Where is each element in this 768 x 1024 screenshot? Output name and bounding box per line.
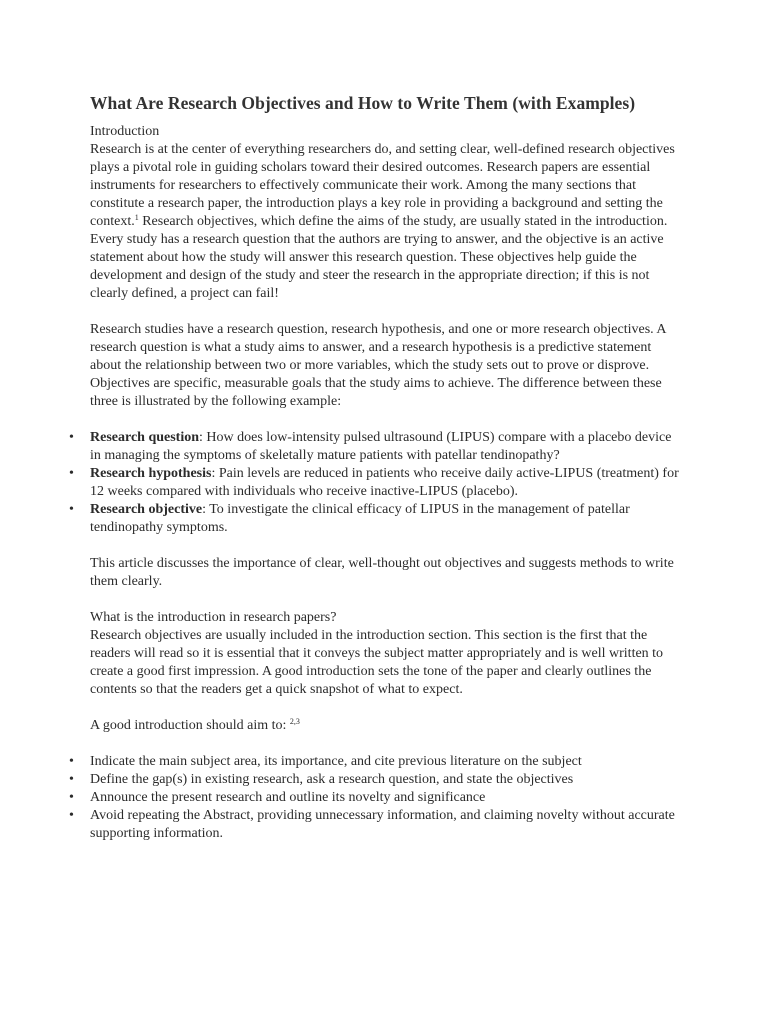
section2-paragraph-1: Research objectives are usually included in the introduction section. This section is the first that the readers will read so it is essential that it conveys the subject matter appropriately and is well written to create a good first impression. A good introduction sets the tone of the paper and clearly outlines the contents so that the readers get a quick snapshot of what to expect. xyxy=(90,628,664,697)
intro-paragraph-1 xyxy=(90,141,680,303)
example-term: Research hypothesis xyxy=(90,466,212,481)
list-item xyxy=(90,429,680,465)
example-text: : Pain levels are reduced in patients who receive daily active-LIPUS (treatment) for 12 weeks compared with individuals who receive inactive-LIPUS (placebo). xyxy=(90,466,679,499)
list-item: • Define the gap(s) in existing research, ask a research question, and state the objectives xyxy=(90,771,680,789)
list-item: • Indicate the main subject area, its importance, and cite previous literature on the subject xyxy=(90,753,680,771)
aims-list xyxy=(90,753,680,843)
example-text: : To investigate the clinical efficacy of LIPUS in the management of patellar tendinopathy symptoms. xyxy=(90,502,630,535)
article-title: What Are Research Objectives and How to Write Them (with Examples) xyxy=(90,93,636,113)
intro-paragraph-2: Research studies have a research question, research hypothesis, and one or more research objectives. A research question is what a study aims to answer, and a research hypothesis is a predictive statement about the relationship between two or more variables, which the study sets out to prove or disprove. Objectives are specific, measurable goals that the study aims to achieve. The difference between these three is illustrated by the following example: xyxy=(90,322,666,409)
list-item xyxy=(90,501,680,537)
examples-list xyxy=(90,429,680,537)
list-item xyxy=(90,465,680,501)
list-item: • Announce the present research and outline its novelty and significance xyxy=(90,789,680,807)
intro-paragraph-3: This article discusses the importance of clear, well-thought out objectives and suggests methods to write them clearly. xyxy=(90,556,674,589)
aim-intro xyxy=(90,717,680,735)
intro-heading: Introduction xyxy=(90,124,160,139)
citation-1: 1 xyxy=(134,213,139,222)
citation-2-3: 2,3 xyxy=(289,717,300,726)
example-term: Research question xyxy=(90,430,200,445)
intro-p1-part-b: Research objectives, which define the aims of the study, are usually stated in the introduction. Every study has a research question that the authors are trying to answer, and the objective is an active statement about how the study will answer this research question. These objectives help guide the development and design of the study and steer the research in the appropriate direction; if this is not clearly defined, a project can fail! xyxy=(90,214,668,301)
example-text: : How does low-intensity pulsed ultrasound (LIPUS) compare with a placebo device in managing the symptoms of skeletally mature patients with patellar tendinopathy? xyxy=(90,430,672,463)
intro-p1-part-a: Research is at the center of everything researchers do, and setting clear, well-defined research objectives plays a pivotal role in guiding scholars toward their desired outcomes. Research papers are essential instruments for researchers to effectively communicate their work. Among the many sections that constitute a research paper, the introduction plays a key role in providing a background and setting the context. xyxy=(90,142,675,229)
example-term: Research objective xyxy=(90,502,203,517)
list-item: • Avoid repeating the Abstract, providing unnecessary information, and claiming novelty without accurate supporting information. xyxy=(90,807,680,843)
aim-intro-text: A good introduction should aim to: xyxy=(90,718,290,733)
section2-heading: What is the introduction in research papers? xyxy=(90,610,337,625)
